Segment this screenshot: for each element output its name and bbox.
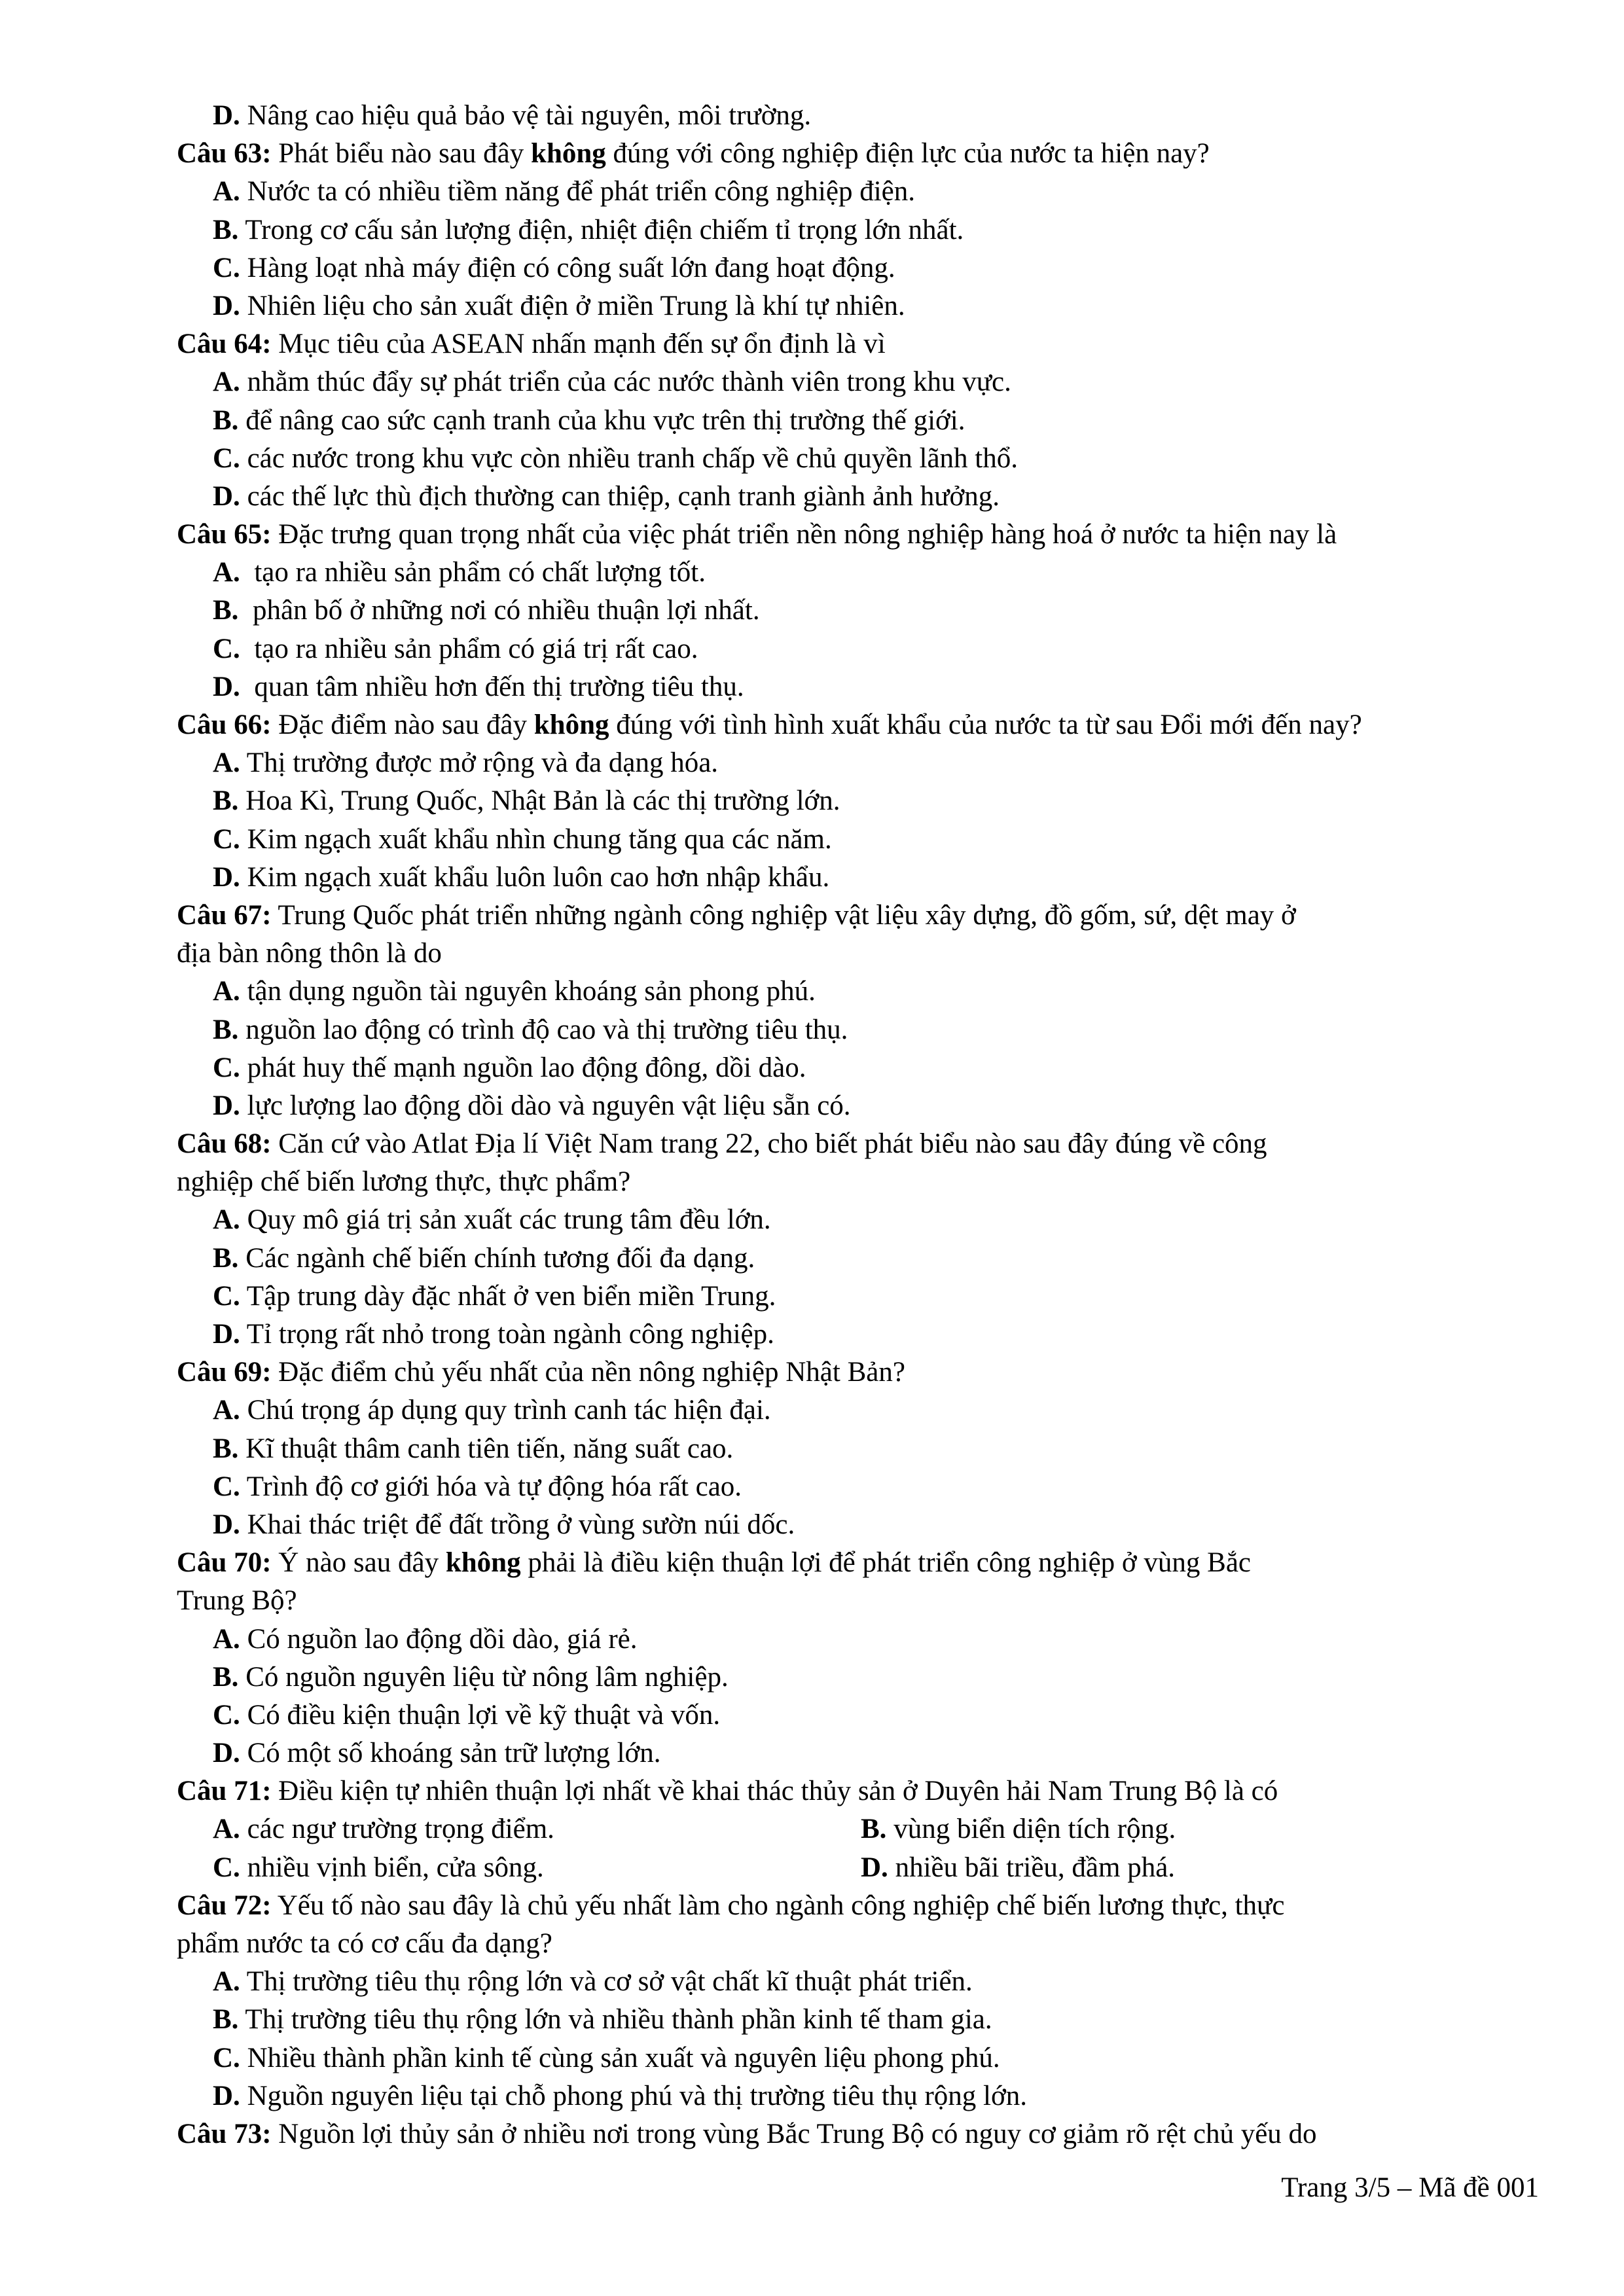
option-letter: C. (213, 252, 240, 283)
option-text: Trong cơ cấu sản lượng điện, nhiệt điện chiếm tỉ trọng lớn nhất. (245, 214, 964, 245)
question-69 (177, 1354, 1551, 1391)
question-number: Câu 71: (177, 1776, 272, 1807)
question-number: Câu 72: (177, 1890, 272, 1921)
option (177, 1201, 1551, 1239)
option-letter: A. (213, 1395, 240, 1426)
option (177, 363, 1551, 401)
option-letter: D. (213, 480, 240, 512)
option (861, 1849, 1509, 1887)
option-letter: C. (213, 2042, 240, 2073)
option (177, 2001, 1551, 2039)
option-letter: A. (213, 1204, 240, 1236)
option-text: Nhiên liệu cho sản xuất điện ở miền Trung là khí tự nhiên. (247, 290, 905, 321)
question-text-line2: phẩm nước ta có cơ cấu đa dạng? (177, 1928, 552, 1959)
option-letter: A. (213, 367, 240, 398)
option (177, 744, 1551, 782)
option (177, 1240, 1551, 1278)
question-text: Ý nào sau đây (278, 1547, 446, 1579)
option-text: tạo ra nhiều sản phẩm có chất lượng tốt. (254, 557, 706, 588)
option-text: tận dụng nguồn tài nguyên khoáng sản phong phú. (247, 976, 816, 1007)
option-letter: D. (213, 2080, 240, 2111)
option (177, 1734, 1551, 1772)
option (177, 440, 1551, 478)
option-row (177, 1810, 1551, 1848)
option-letter: C. (213, 442, 240, 474)
question-72-continued (177, 1925, 1551, 1963)
option (177, 1506, 1551, 1544)
option-text: để nâng cao sức cạnh tranh của khu vực trên thị trường thế giới. (245, 404, 965, 436)
option-text: nhiều vịnh biển, cửa sông. (247, 1852, 544, 1883)
option-text: Có điều kiện thuận lợi về kỹ thuật và vốn. (247, 1699, 721, 1731)
question-emphasis: không (445, 1547, 521, 1579)
option (177, 859, 1551, 897)
option-letter: D. (213, 1319, 240, 1350)
question-text-rest: đúng với tình hình xuất khẩu của nước ta từ sau Đổi mới đến nay? (609, 709, 1362, 740)
option-text: Kĩ thuật thâm canh tiên tiến, năng suất cao. (245, 1433, 734, 1464)
question-68-continued (177, 1163, 1551, 1201)
option-text: Hoa Kì, Trung Quốc, Nhật Bản là các thị trường lớn. (245, 785, 840, 817)
option (177, 1011, 1551, 1049)
option-text: Thị trường được mở rộng và đa dạng hóa. (246, 747, 719, 779)
option (177, 1963, 1551, 2001)
question-71 (177, 1772, 1551, 1810)
option-letter: D. (213, 1738, 240, 1769)
option (177, 1810, 861, 1848)
option-letter: C. (213, 633, 240, 664)
option-letter: B. (213, 785, 239, 817)
option-text: các nước trong khu vực còn nhiều tranh chấp về chủ quyền lãnh thổ. (247, 442, 1018, 474)
question-number: Câu 66: (177, 709, 272, 740)
option-text: Tỉ trọng rất nhỏ trong toàn ngành công nghiệp. (246, 1319, 774, 1350)
option-letter: A. (213, 176, 240, 207)
option-letter: A. (213, 1814, 240, 1845)
option-text: Nhiều thành phần kinh tế cùng sản xuất và nguyên liệu phong phú. (247, 2042, 1000, 2073)
option-text: Hàng loạt nhà máy điện có công suất lớn đang hoạt động. (247, 252, 895, 283)
option-text: các thế lực thù địch thường can thiệp, cạnh tranh giành ảnh hưởng. (247, 480, 1000, 512)
option-letter: B. (213, 2004, 239, 2036)
option-text: nhằm thúc đẩy sự phát triển của các nước thành viên trong khu vực. (247, 367, 1011, 398)
option-letter: D. (213, 1090, 240, 1121)
question-number: Câu 73: (177, 2118, 272, 2149)
question-number: Câu 65: (177, 519, 272, 550)
option (177, 2077, 1551, 2115)
option-text: Thị trường tiêu thụ rộng lớn và nhiều thành phần kinh tế tham gia. (245, 2004, 992, 2036)
question-text: Căn cứ vào Atlat Địa lí Việt Nam trang 22, cho biết phát biểu nào sau đây đúng về công (278, 1128, 1267, 1160)
option (177, 1621, 1551, 1659)
option-letter: B. (213, 214, 239, 245)
question-text: Đặc trưng quan trọng nhất của việc phát triển nền nông nghiệp hàng hoá ở nước ta hiện nay là (278, 519, 1337, 550)
option-letter: A. (213, 557, 240, 588)
option-letter: D. (861, 1852, 888, 1883)
option-letter: A. (213, 976, 240, 1007)
option-letter: D. (213, 100, 240, 131)
question-emphasis: không (531, 138, 606, 170)
option-letter: C. (213, 823, 240, 855)
option-text: Có một số khoáng sản trữ lượng lớn. (247, 1738, 661, 1769)
option (177, 1468, 1551, 1506)
question-number: Câu 69: (177, 1357, 272, 1388)
option-text: Nước ta có nhiều tiềm năng để phát triển công nghiệp điện. (247, 176, 915, 207)
option-text: Nâng cao hiệu quả bảo vệ tài nguyên, môi trường. (247, 100, 812, 131)
option-letter: C. (213, 1052, 240, 1083)
question-text: Điều kiện tự nhiên thuận lợi nhất về khai thác thủy sản ở Duyên hải Nam Trung Bộ là có (278, 1776, 1278, 1807)
option (177, 287, 1551, 325)
carry-over-option (177, 97, 1551, 135)
option (177, 668, 1551, 706)
option (177, 2039, 1551, 2077)
option (177, 782, 1551, 820)
option-text: Quy mô giá trị sản xuất các trung tâm đều lớn. (247, 1204, 771, 1236)
question-text: Mục tiêu của ASEAN nhấn mạnh đến sự ổn định là vì (278, 329, 886, 360)
question-text-line2: địa bàn nông thôn là do (177, 938, 442, 969)
option-text: Kim ngạch xuất khẩu luôn luôn cao hơn nhập khẩu. (247, 861, 830, 893)
option (177, 402, 1551, 440)
option-text: tạo ra nhiều sản phẩm có giá trị rất cao. (254, 633, 698, 664)
option-text: Kim ngạch xuất khẩu nhìn chung tăng qua các năm. (247, 823, 832, 855)
question-68 (177, 1125, 1551, 1163)
option (177, 173, 1551, 211)
option-letter: D. (213, 290, 240, 321)
option (177, 1316, 1551, 1354)
question-number: Câu 68: (177, 1128, 272, 1160)
option-letter: A. (213, 1623, 240, 1655)
option-letter: A. (213, 1966, 240, 1998)
question-text: Đặc điểm chủ yếu nhất của nền nông nghiệp Nhật Bản? (278, 1357, 905, 1388)
option-text: các ngư trường trọng điểm. (247, 1814, 554, 1845)
option (177, 1659, 1551, 1696)
option-text: Các ngành chế biến chính tương đối đa dạng. (245, 1242, 755, 1274)
question-text-rest: phải là điều kiện thuận lợi để phát triển công nghiệp ở vùng Bắc (520, 1547, 1252, 1579)
question-70-continued (177, 1582, 1551, 1620)
option (177, 249, 1551, 287)
option (177, 630, 1551, 668)
option (177, 478, 1551, 516)
question-72 (177, 1887, 1551, 1925)
question-66 (177, 706, 1551, 744)
option-text: Trình độ cơ giới hóa và tự động hóa rất cao. (246, 1471, 742, 1502)
option (177, 1278, 1551, 1316)
option-letter: B. (213, 1433, 239, 1464)
option-text: phân bố ở những nơi có nhiều thuận lợi nhất. (252, 595, 760, 626)
option (177, 1849, 861, 1887)
question-number: Câu 70: (177, 1547, 272, 1579)
option (177, 821, 1551, 859)
question-70 (177, 1544, 1551, 1582)
question-64 (177, 325, 1551, 363)
option (177, 973, 1551, 1011)
option-text: Chú trọng áp dụng quy trình canh tác hiện đại. (247, 1395, 771, 1426)
option-letter: B. (213, 1242, 239, 1274)
option (177, 1430, 1551, 1468)
option-letter: D. (213, 861, 240, 893)
option (177, 211, 1551, 249)
option-text: Tập trung dày đặc nhất ở ven biển miền Trung. (246, 1280, 776, 1312)
question-number: Câu 67: (177, 899, 272, 931)
option-letter: C. (213, 1471, 240, 1502)
option-letter: D. (213, 671, 240, 702)
question-73 (177, 2115, 1551, 2153)
option-letter: B. (213, 1014, 239, 1045)
option-letter: C. (213, 1699, 240, 1731)
option-letter: C. (213, 1852, 240, 1883)
question-text: Phát biểu nào sau đây (278, 138, 532, 170)
option-letter: B. (213, 404, 239, 436)
option (861, 1810, 1509, 1848)
option (177, 592, 1551, 630)
option-text: phát huy thế mạnh nguồn lao động đông, dồi dào. (247, 1052, 806, 1083)
question-text: Nguồn lợi thủy sản ở nhiều nơi trong vùng Bắc Trung Bộ có nguy cơ giảm rõ rệt chủ yếu do (278, 2118, 1317, 2149)
option-letter: C. (213, 1280, 240, 1312)
option (177, 1391, 1551, 1429)
option-text: nguồn lao động có trình độ cao và thị trường tiêu thụ. (245, 1014, 848, 1045)
option-text: quan tâm nhiều hơn đến thị trường tiêu thụ. (254, 671, 744, 702)
question-number: Câu 63: (177, 138, 272, 170)
question-text: Yếu tố nào sau đây là chủ yếu nhất làm cho ngành công nghiệp chế biến lương thực, thực (277, 1890, 1285, 1921)
question-67 (177, 897, 1551, 935)
option-letter: D. (213, 1509, 240, 1540)
page-footer: Trang 3/5 – Mã đề 001 (1281, 2172, 1539, 2203)
question-text-line2: Trung Bộ? (177, 1585, 297, 1617)
option-text: Khai thác triệt để đất trồng ở vùng sườn núi dốc. (247, 1509, 795, 1540)
option-letter: A. (213, 747, 240, 779)
option-letter: B. (861, 1814, 887, 1845)
option-text: Thị trường tiêu thụ rộng lớn và cơ sở vật chất kĩ thuật phát triển. (246, 1966, 973, 1998)
option-text: Nguồn nguyên liệu tại chỗ phong phú và thị trường tiêu thụ rộng lớn. (247, 2080, 1027, 2111)
exam-content (177, 97, 1551, 2153)
question-number: Câu 64: (177, 329, 272, 360)
option-text: lực lượng lao động dồi dào và nguyên vật liệu sẵn có. (247, 1090, 851, 1121)
option-text: Có nguồn lao động dồi dào, giá rẻ. (247, 1623, 638, 1655)
question-emphasis: không (533, 709, 609, 740)
option-text: nhiều bãi triều, đầm phá. (895, 1852, 1176, 1883)
option-letter: B. (213, 1661, 239, 1693)
question-text-line2: nghiệp chế biến lương thực, thực phẩm? (177, 1166, 631, 1198)
option (177, 1696, 1551, 1734)
question-text: Đặc điểm nào sau đây (278, 709, 534, 740)
option-text: vùng biển diện tích rộng. (893, 1814, 1176, 1845)
option-row (177, 1849, 1551, 1887)
question-65 (177, 516, 1551, 554)
option-letter: B. (213, 595, 239, 626)
question-67-continued (177, 935, 1551, 973)
option (177, 1087, 1551, 1125)
question-text: Trung Quốc phát triển những ngành công nghiệp vật liệu xây dựng, đồ gốm, sứ, dệt may ở (278, 899, 1296, 931)
question-text-rest: đúng với công nghiệp điện lực của nước ta hiện nay? (605, 138, 1210, 170)
option-text: Có nguồn nguyên liệu từ nông lâm nghiệp. (245, 1661, 729, 1693)
option (177, 1049, 1551, 1087)
question-63 (177, 135, 1551, 173)
option (177, 554, 1551, 592)
